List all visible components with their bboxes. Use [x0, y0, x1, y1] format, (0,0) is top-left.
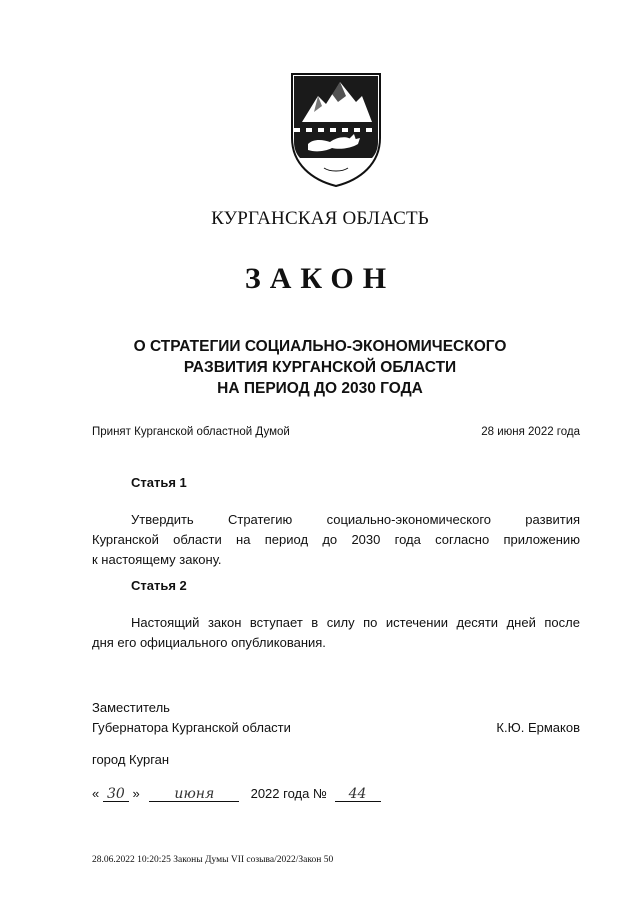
signatory-post-line: Губернатора Курганской области — [92, 720, 291, 735]
close-quote: » — [132, 786, 140, 801]
signatory-post — [92, 698, 291, 738]
adoption-date: 28 июня 2022 года — [481, 426, 580, 438]
footer-print-stamp: 28.06.2022 10:20:25 Законы Думы VII созыва/2022/Закон 50 — [92, 855, 334, 865]
handwritten-number: 44 — [335, 787, 381, 802]
word: Стратегию — [227, 512, 293, 527]
article-2-heading: Статья 2 — [131, 578, 187, 593]
last-line: дня его официального опубликования. — [92, 635, 326, 650]
law-title-line: РАЗВИТИЯ КУРГАНСКОЙ ОБЛАСТИ — [183, 359, 457, 376]
word: 2030 — [351, 532, 381, 547]
open-quote: « — [92, 786, 100, 801]
justified-line — [92, 613, 580, 633]
word: в — [311, 615, 319, 630]
word: вступает — [249, 615, 303, 630]
word: после — [544, 615, 580, 630]
handwritten-day: 30 — [103, 787, 129, 802]
year-text: 2022 года № — [250, 786, 327, 801]
enactment-date-line — [92, 786, 381, 802]
signatory-name: К.Ю. Ермаков — [496, 720, 580, 735]
word: приложению — [503, 532, 580, 547]
word: до — [322, 532, 338, 547]
kurgan-coat-of-arms-icon — [288, 72, 384, 188]
word: по — [363, 615, 378, 630]
law-title — [0, 336, 640, 399]
last-line: к настоящему закону. — [92, 552, 222, 567]
law-title-line: НА ПЕРИОД ДО 2030 ГОДА — [217, 380, 423, 397]
word: закон — [207, 615, 242, 630]
law-title-line: О СТРАТЕГИИ СОЦИАЛЬНО-ЭКОНОМИЧЕСКОГО — [133, 338, 507, 355]
handwritten-month: июня — [149, 787, 239, 802]
justified-line — [92, 530, 580, 550]
word: развития — [525, 512, 580, 527]
word: период — [264, 532, 309, 547]
word: десяти — [456, 615, 499, 630]
article-1-text — [92, 510, 580, 570]
signatory-post-line: Заместитель — [92, 700, 170, 715]
article-2-text — [92, 613, 580, 653]
city: город Курган — [92, 752, 170, 767]
word: Курганской — [92, 532, 159, 547]
adopted-by: Принят Курганской областной Думой — [92, 426, 290, 438]
word: истечении — [385, 615, 448, 630]
word: на — [236, 532, 251, 547]
adoption-row — [92, 426, 580, 438]
word: Настоящий — [131, 615, 200, 630]
document-type: ЗАКОН — [244, 262, 396, 295]
article-1-heading: Статья 1 — [131, 475, 187, 490]
word: силу — [326, 615, 355, 630]
word: года — [394, 532, 421, 547]
word: области — [173, 532, 222, 547]
word: дней — [506, 615, 536, 630]
region-name: КУРГАНСКАЯ ОБЛАСТЬ — [211, 208, 429, 229]
justified-line — [92, 510, 580, 530]
word: согласно — [435, 532, 490, 547]
word: Утвердить — [131, 512, 194, 527]
word: социально-экономического — [326, 512, 492, 527]
